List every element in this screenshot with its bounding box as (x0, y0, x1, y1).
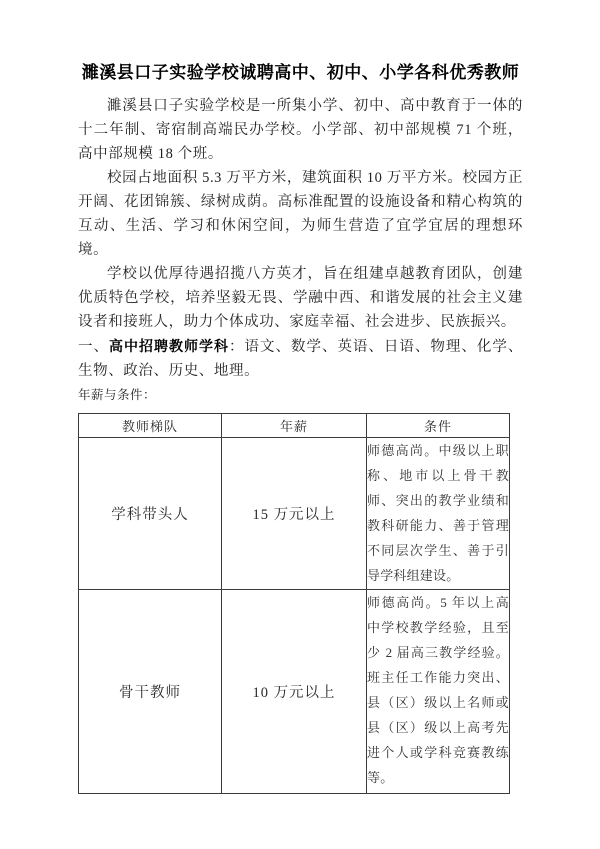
header-annual-salary: 年薪 (222, 414, 367, 438)
header-conditions: 条件 (367, 414, 510, 438)
subject-list: 语文、数学、英语、日语、物理、化学、生物、政治、历史、地理。 (78, 339, 523, 379)
table-label: 年薪与条件： (78, 388, 157, 402)
salary-cell: 10 万元以上 (222, 590, 367, 794)
section-heading: 高中招聘教师学科 (109, 338, 229, 354)
tier-cell: 学科带头人 (79, 438, 222, 590)
section-colon: ： (228, 339, 245, 355)
table-row-subject-leader (79, 438, 510, 590)
page-title: 濉溪县口子实验学校诚聘高中、初中、小学各科优秀教师 (81, 63, 520, 82)
campus-paragraph: 校园占地面积 5.3 万平方米，建筑面积 10 万平方米。校园方正开阔、花团锦簇、绿树成荫。高标准配置的设施设备和精心构筑的互动、生活、学习和休闲空间，为师生营造了宜学宜居的理想环境。 (78, 170, 523, 258)
conditions-cell: 师德高尚。中级以上职称、地市以上骨干教师、突出的教学业绩和教科研能力、善于管理不同层次学生、善于引导学科组建设。 (367, 438, 510, 590)
salary-cell: 15 万元以上 (222, 438, 367, 590)
table-row-backbone-teacher (79, 590, 510, 794)
tier-cell: 骨干教师 (79, 590, 222, 794)
intro-paragraph: 濉溪县口子实验学校是一所集小学、初中、高中教育于一体的十二年制、寄宿制高端民办学校。小学部、初中部规模 71 个班，高中部规模 18 个班。 (78, 98, 523, 162)
section-heading-line (78, 334, 523, 383)
salary-table (78, 413, 510, 794)
section-number: 一、 (78, 339, 109, 355)
table-header-row (79, 414, 510, 438)
mission-paragraph: 学校以优厚待遇招揽八方英才，旨在组建卓越教育团队，创建优质特色学校，培养坚毅无畏、学融中西、和谐发展的社会主义建设者和接班人，助力个体成功、家庭幸福、社会进步、民族振兴。 (78, 266, 523, 330)
conditions-cell: 师德高尚。5 年以上高中学校教学经验，且至少 2 届高三教学经验。班主任工作能力突出、县（区）级以上名师或县（区）级以上高考先进个人或学科竞赛教练等。 (367, 590, 510, 794)
header-teacher-tier: 教师梯队 (79, 414, 222, 438)
